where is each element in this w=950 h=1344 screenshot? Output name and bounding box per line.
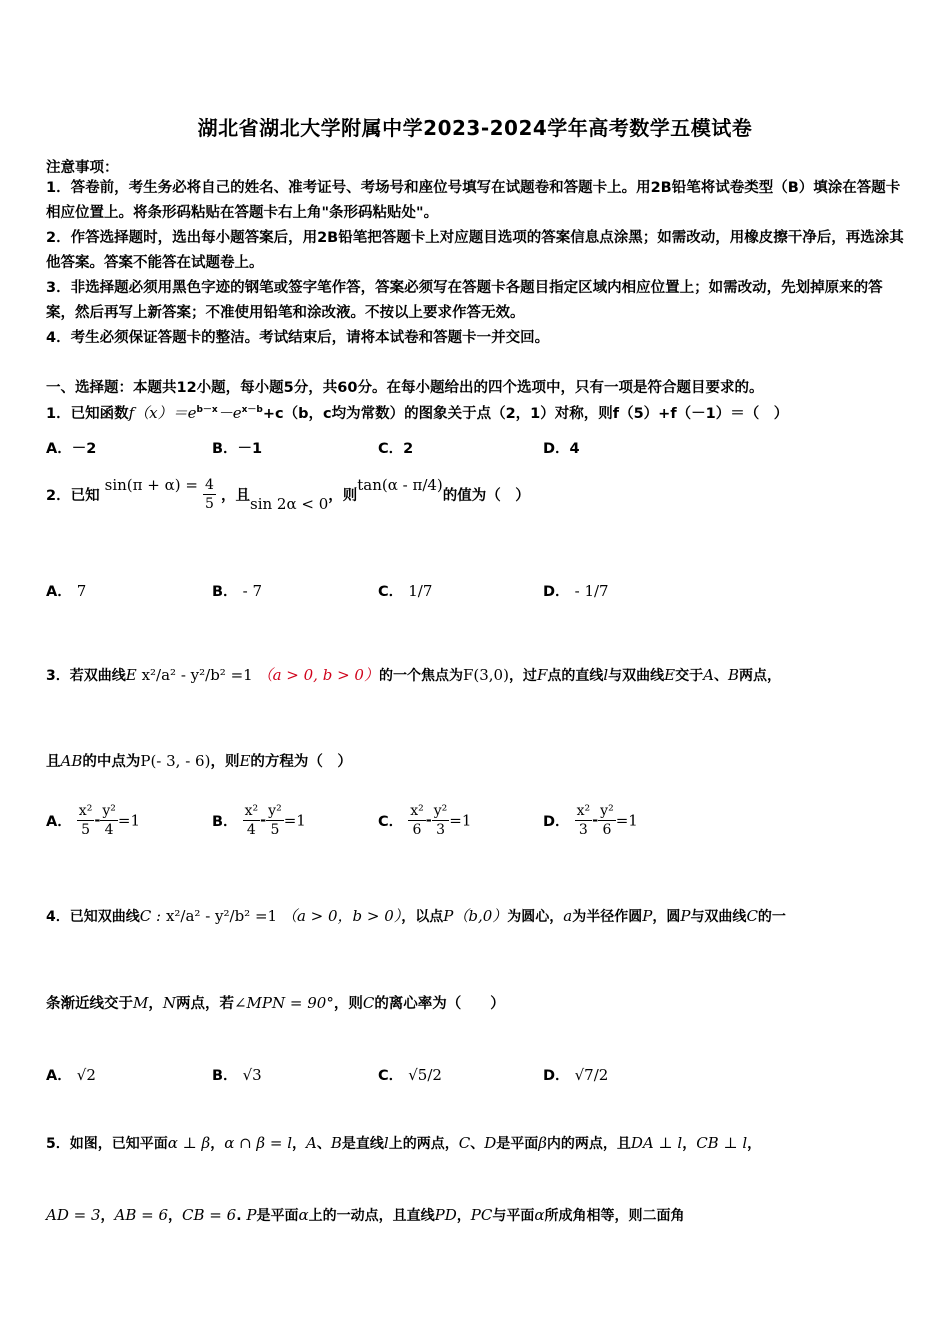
notice-heading: 注意事项： — [46, 160, 119, 176]
q2-option-c[interactable]: C． 1/7 — [378, 582, 433, 600]
notice-item: 1．答卷前，考生务必将自己的姓名、准考证号、考场号和座位号填写在试题卷和答题卡上。用2B铅笔将试卷类型（B）填涂在答题卡相应位置上。将条形码粘贴在答题卡右上角"条形码粘贴处"。 — [46, 180, 901, 221]
q4-option-a[interactable]: A． √2 — [46, 1066, 96, 1084]
page-title: 湖北省湖北大学附属中学2023-2024学年高考数学五模试卷 — [197, 116, 753, 140]
question-3: 3．若双曲线E x²/a² - y²/b² =1 （a > 0, b > 0）的一个焦点为F(3,0)，过F点的直线l与双曲线E交于A、B两点， — [46, 666, 781, 684]
q4-option-c[interactable]: C． √5/2 — [378, 1066, 442, 1084]
q3-option-d[interactable]: D． $\frac{\text{x²}}{3}$ - $\frac{\text{y²}}{6}$ =1 — [543, 803, 638, 838]
q4-option-b[interactable]: B． √3 — [212, 1066, 262, 1084]
question-1: 1．已知函数$f(x)=e^{b-x}-e^{x-b}+c(b$，c均为常数）的图象关于点（2，1）对称，则f（5）+f（－1）＝（ ） — [46, 404, 789, 422]
q3-option-c[interactable]: C． $\frac{\text{x²}}{6}$ - $\frac{\text{y²}}{3}$ =1 — [378, 803, 472, 838]
q3-option-a[interactable]: A． $\frac{\text{x²}}{5}$ - $\frac{\text{y²}}{4}$ =1 — [46, 803, 140, 838]
q3-option-b[interactable]: B． $\frac{\text{x²}}{4}$ - $\frac{\text{y²}}{5}$ =1 — [212, 803, 306, 838]
question-4: 4．已知双曲线C : x²/a² - y²/b² =1 （a > 0，b > 0），以点P（b,0）为圆心，a为半径作圆P，圆P与双曲线C的一 — [46, 907, 786, 925]
q1-option-a[interactable]: A．－2 — [46, 441, 97, 457]
notice-item: 4．考生必须保证答题卡的整洁。考试结束后，请将本试卷和答题卡一并交回。 — [46, 330, 550, 346]
question-5-line-2: AD = 3，AB = 6，CB = 6. P是平面α上的一动点，且直线PD，PC与平面α所成角相等，则二面角 — [46, 1206, 685, 1224]
question-2: 2．已知 sin(π + α) = $\frac{4}{5}$ ，且sin 2α < 0，则tan(α - π/4)的值为（ ） — [46, 476, 530, 513]
fraction: $\frac{4}{5}$ — [205, 477, 214, 512]
q2-option-a[interactable]: A． 7 — [46, 582, 87, 600]
q1-option-d[interactable]: D．4 — [543, 441, 580, 457]
notice-item: 3．非选择题必须用黑色字迹的钢笔或签字笔作答，答案必须写在答题卡各题目指定区域内相应位置上；如需改动，先划掉原来的答案，然后再写上新答案；不准使用铅笔和涂改液。不按以上要求作答无效。 — [46, 280, 883, 321]
q4-option-d[interactable]: D． √7/2 — [543, 1066, 609, 1084]
question-3-line-2: 且AB的中点为P(- 3, - 6)，则E的方程为（ ） — [46, 752, 352, 770]
question-4-line-2: 条渐近线交于M，N两点，若∠MPN = 90°，则C的离心率为（ ） — [46, 994, 505, 1012]
q1-option-c[interactable]: C．2 — [378, 441, 414, 457]
q2-option-b[interactable]: B． - 7 — [212, 582, 263, 600]
q1-option-b[interactable]: B．－1 — [212, 441, 263, 457]
section-heading: 一、选择题：本题共12小题，每小题5分，共60分。在每小题给出的四个选项中，只有一项是符合题目要求的。 — [46, 380, 764, 396]
question-5: 5．如图，已知平面α ⊥ β，α ∩ β = l，A、B是直线l上的两点，C、D是平面β内的两点，且DA ⊥ l，CB ⊥ l， — [46, 1134, 762, 1152]
q2-option-d[interactable]: D． - 1/7 — [543, 582, 609, 600]
notice-item: 2．作答选择题时，选出每小题答案后，用2B铅笔把答题卡上对应题目选项的答案信息点涂黑；如需改动，用橡皮擦干净后，再选涂其他答案。答案不能答在试题卷上。 — [46, 230, 904, 271]
